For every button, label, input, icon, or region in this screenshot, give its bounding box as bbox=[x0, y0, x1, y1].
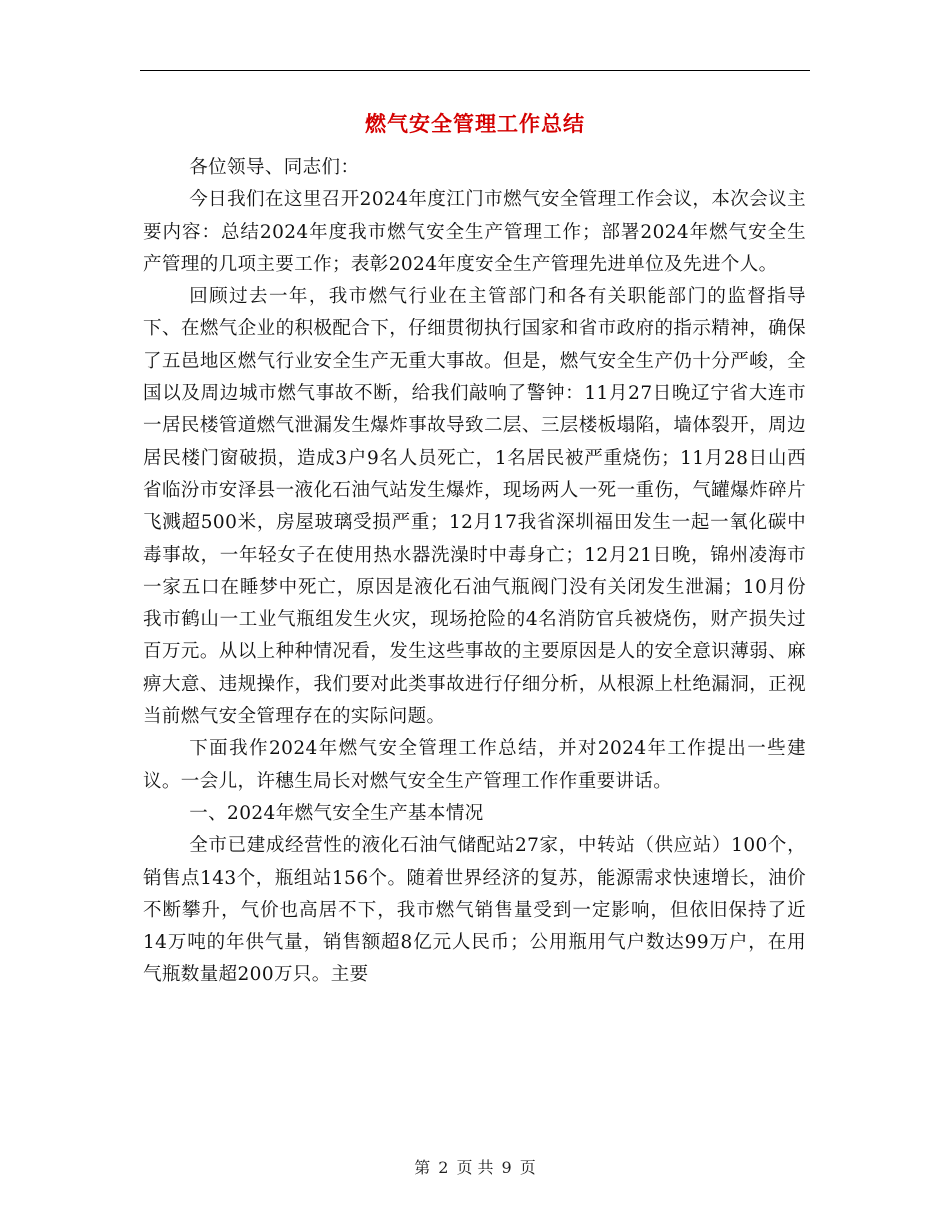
document-title: 燃气安全管理工作总结 bbox=[365, 111, 585, 136]
total-pages-number: 9 bbox=[501, 1158, 512, 1177]
current-page-number: 2 bbox=[438, 1158, 449, 1177]
salutation-paragraph: 各位领导、同志们： bbox=[189, 157, 360, 178]
section-heading: 一、2024年燃气安全生产基本情况 bbox=[189, 802, 484, 824]
page-footer bbox=[0, 1155, 950, 1178]
header-rule bbox=[140, 70, 810, 71]
footer-suffix: 页 bbox=[519, 1158, 536, 1177]
body-paragraph: 全市已建成经营性的液化石油气储配站27家，中转站（供应站）100个，销售点143个，瓶组站156个。随着世界经济的复苏，能源需求快速增长，油价不断攀升，气价也高居不下，我市燃气销售量受到一定影响，但依旧保持了近14万吨的年供气量，销售额超8亿元人民币；公用瓶用气户数达99万户，在用气瓶数量超200万只。主要 bbox=[143, 835, 806, 986]
footer-prefix: 第 bbox=[414, 1158, 431, 1177]
body-paragraph: 回顾过去一年，我市燃气行业在主管部门和各有关职能部门的监督指导下、在燃气企业的积极配合下，仔细贯彻执行国家和省市政府的指示精神，确保了五邑地区燃气行业安全生产无重大事故。但是，燃气安全生产仍十分严峻，全国以及周边城市燃气事故不断，给我们敲响了警钟：11月27日晚辽宁省大连市一居民楼管道燃气泄漏发生爆炸事故导致二层、三层楼板塌陷，墙体裂开，周边居民楼门窗破损，造成3户9名人员死亡，1名居民被严重烧伤；11月28日山西省临汾市安泽县一液化石油气站发生爆炸，现场两人一死一重伤，气罐爆炸碎片飞溅超500米，房屋玻璃受损严重；12月17我省深圳福田发生一起一氧化碳中毒事故，一年轻女子在使用热水器洗澡时中毒身亡；12月21日晚，锦州凌海市一家五口在睡梦中死亡，原因是液化石油气瓶阀门没有关闭发生泄漏；10月份我市鹤山一工业气瓶组发生火灾，现场抢险的4名消防官兵被烧伤，财产损失过百万元。从以上种种情况看，发生这些事故的主要原因是人的安全意识薄弱、麻痹大意、违规操作，我们要对此类事故进行仔细分析，从根源上杜绝漏洞，正视当前燃气安全管理存在的实际问题。 bbox=[143, 286, 806, 728]
body-paragraph: 今日我们在这里召开2024年度江门市燃气安全管理工作会议，本次会议主要内容：总结2024年度我市燃气安全生产管理工作；部署2024年燃气安全生产管理的几项主要工作；表彰2024年度安全生产管理先进单位及先进个人。 bbox=[143, 189, 806, 275]
footer-middle: 页 共 bbox=[456, 1158, 494, 1177]
document-body bbox=[143, 152, 806, 992]
body-paragraph: 下面我作2024年燃气安全管理工作总结，并对2024年工作提出一些建议。一会儿，许穗生局长对燃气安全生产管理工作作重要讲话。 bbox=[143, 738, 806, 792]
